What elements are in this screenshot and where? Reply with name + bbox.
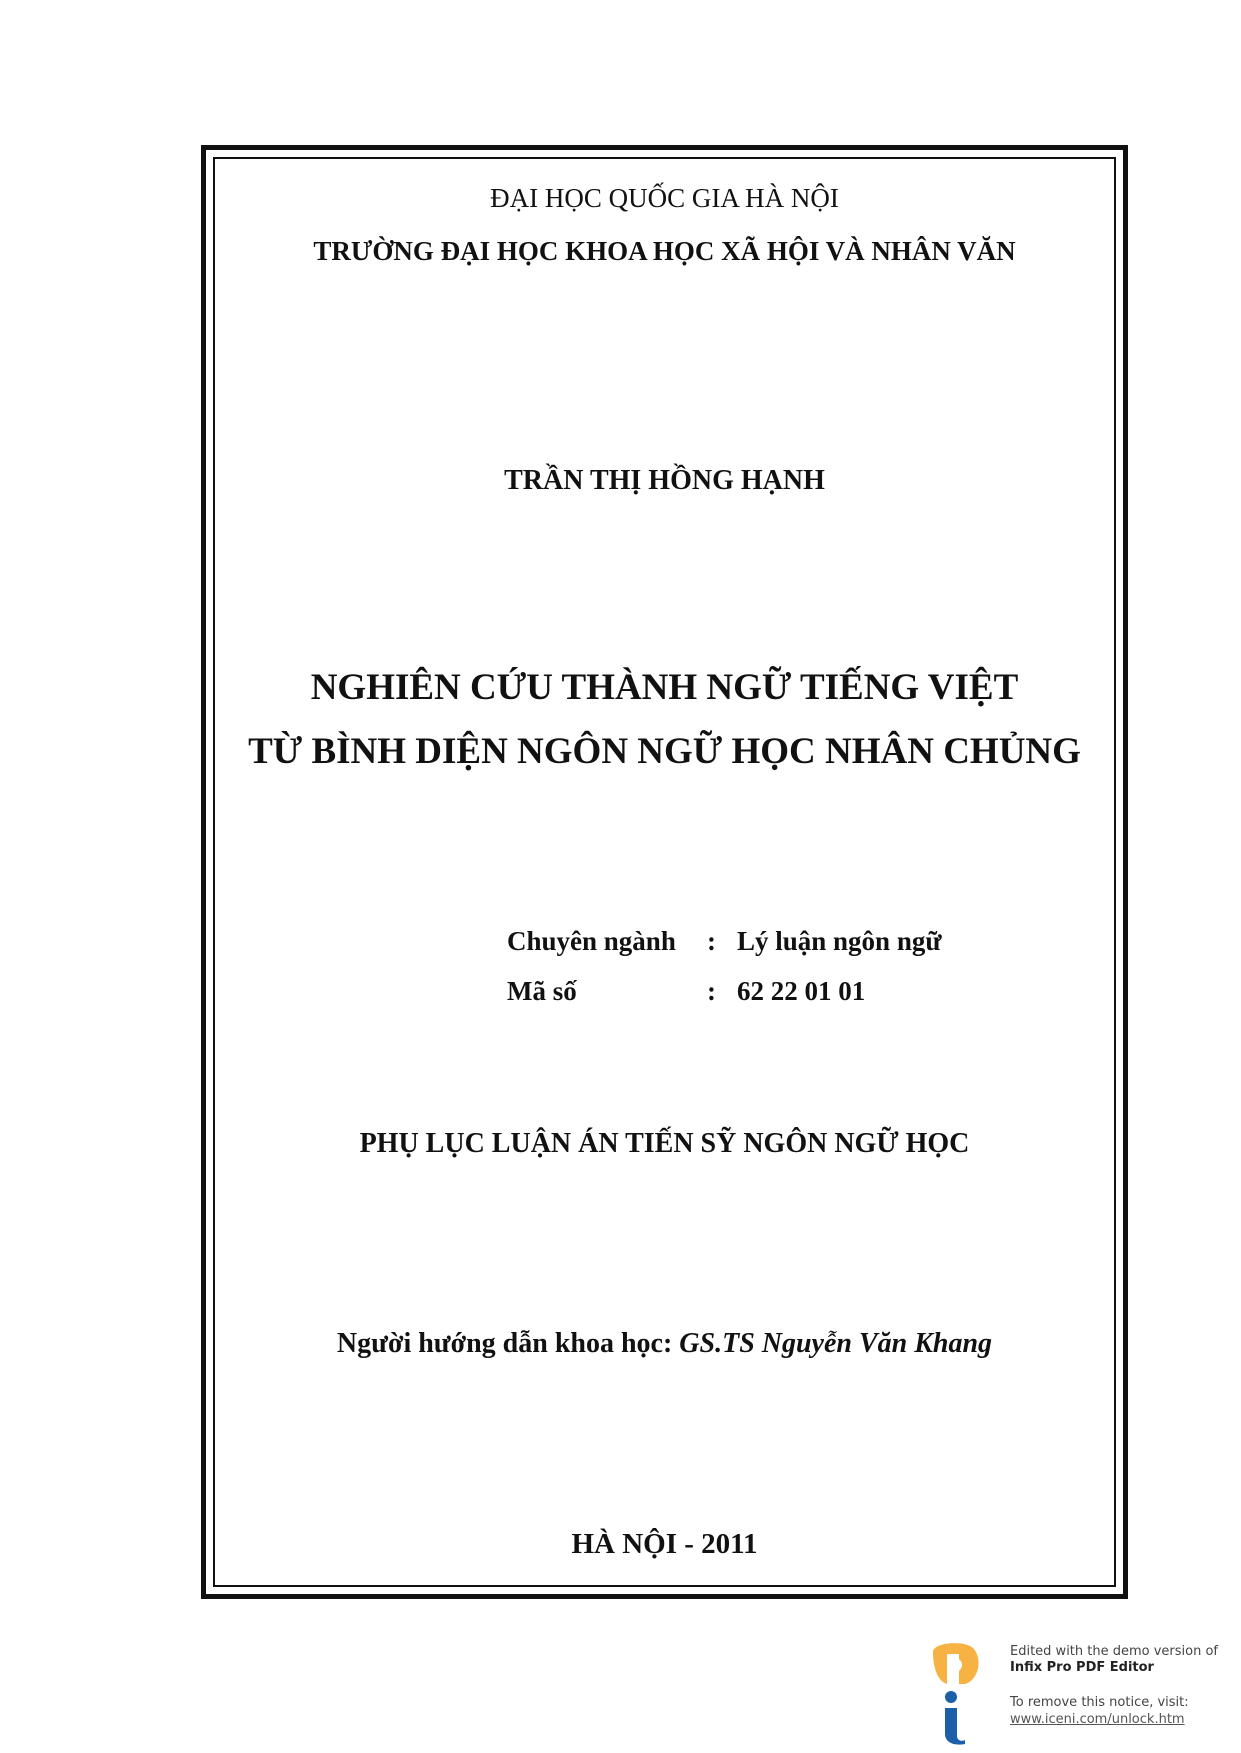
major-row [507, 926, 942, 957]
advisor-label: Người hướng dẫn khoa học: [336, 1328, 673, 1359]
editor-watermark [925, 1640, 1225, 1745]
watermark-link[interactable]: www.iceni.com/unlock.htm [1010, 1712, 1185, 1727]
advisor-line [213, 1328, 1116, 1360]
watermark-line-1: Edited with the demo version of [1010, 1644, 1219, 1659]
infix-logo-icon [925, 1640, 1005, 1745]
code-row [507, 976, 865, 1007]
school-name: TRƯỜNG ĐẠI HỌC KHOA HỌC XÃ HỘI VÀ NHÂN VĂN [313, 236, 1016, 266]
thesis-title-line-2: TỪ BÌNH DIỆN NGÔN NGỮ HỌC NHÂN CHỦNG [248, 731, 1081, 772]
watermark-line-2: Infix Pro PDF Editor [1010, 1660, 1154, 1675]
advisor-name: GS.TS Nguyễn Văn Khang [679, 1328, 993, 1359]
thesis-title-line-1: NGHIÊN CỨU THÀNH NGỮ TIẾNG VIỆT [310, 667, 1019, 708]
university-name: ĐẠI HỌC QUỐC GIA HÀ NỘI [490, 183, 839, 213]
code-colon: : [707, 976, 716, 1006]
code-value: 62 22 01 01 [737, 976, 866, 1006]
inner-border [213, 157, 1116, 1587]
watermark-line-3: To remove this notice, visit: [1010, 1695, 1189, 1710]
major-value: Lý luận ngôn ngữ [737, 926, 942, 956]
author-name: TRẦN THỊ HỒNG HẠNH [504, 465, 825, 496]
major-label: Chuyên ngành [507, 926, 676, 956]
appendix-label: PHỤ LỤC LUẬN ÁN TIẾN SỸ NGÔN NGỮ HỌC [359, 1128, 970, 1159]
major-colon: : [707, 926, 716, 956]
code-label: Mã số [507, 976, 577, 1006]
place-year: HÀ NỘI - 2011 [571, 1528, 758, 1560]
